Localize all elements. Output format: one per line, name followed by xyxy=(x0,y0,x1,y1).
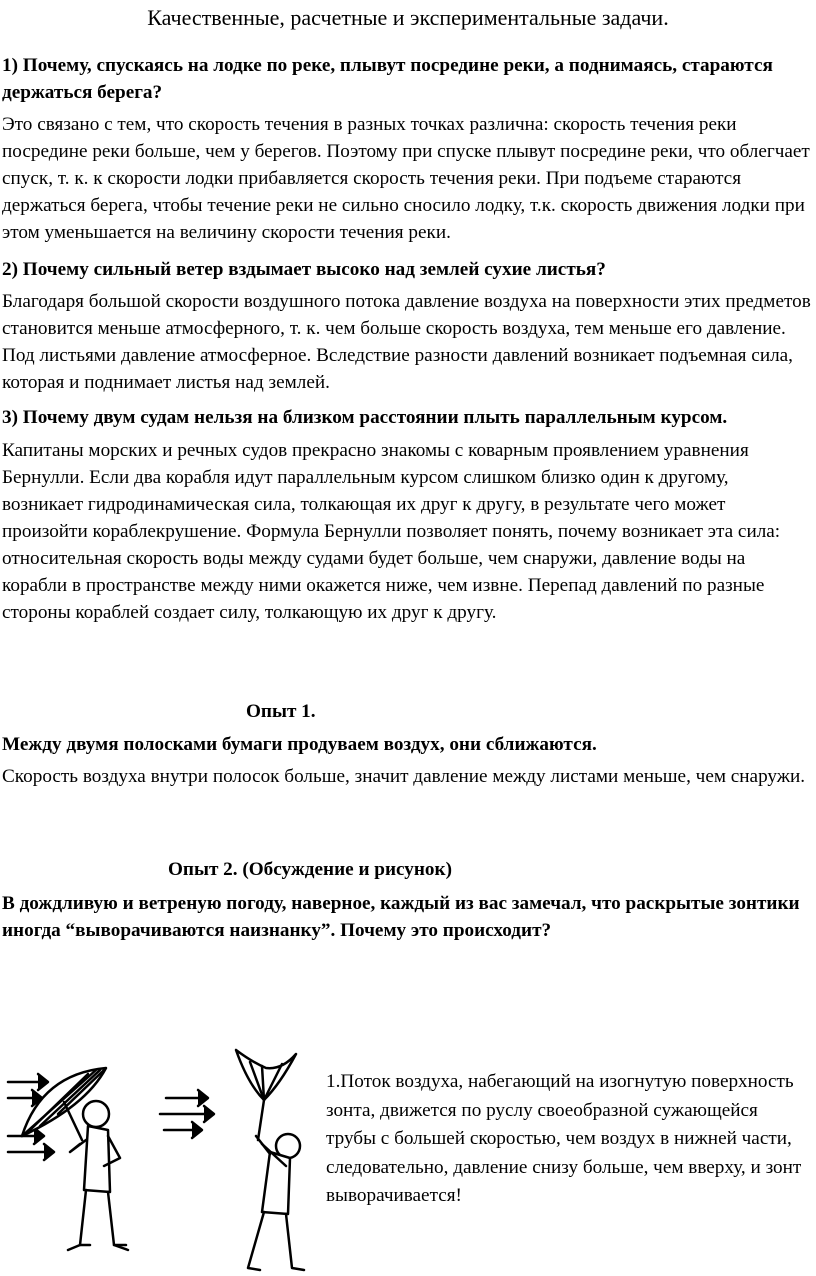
wind-arrows-right-icon xyxy=(160,1090,214,1138)
umbrella-illustration xyxy=(0,1040,320,1276)
experiment-1-task: Между двумя полосками бумаги продуваем воздух, они сближаются. xyxy=(2,734,597,755)
experiment-1-answer: Скорость воздуха внутри полосок больше, значит давление между листами меньше, чем снаружи. xyxy=(2,766,806,787)
question-3: 3) Почему двум судам нельзя на близком расстоянии плыть параллельным курсом. xyxy=(2,407,728,428)
umbrella-inverted-icon xyxy=(236,1050,296,1140)
experiment-1-heading: Опыт 1. xyxy=(246,701,316,722)
document-title: Качественные, расчетные и экспериментальные задачи. xyxy=(147,5,669,30)
person-right-icon xyxy=(248,1134,304,1270)
question-2: 2) Почему сильный ветер вздымает высоко над землей сухие листья? xyxy=(2,259,606,280)
answer-3: Капитаны морских и речных судов прекрасно знакомы с коварным проявлением уравнения Бернулли. Если два корабля идут параллельным курсом слишком близко один к другому, возникает гидродинамическая сила, толкающая их друг к другу, в результате чего может произойти кораблекрушение. Формула Бернулли позволяет понять, почему возникает эта сила: относительная скорость воды между судами будет больше, чем снаружи, давление воды на корабли в пространстве между ними окажется ниже, чем извне. Перепад давлений по разные стороны кораблей создает силу, толкающую их друг к другу. xyxy=(2,440,781,623)
person-left-icon xyxy=(68,1101,128,1250)
experiment-2-explanation: 1.Поток воздуха, набегающий на изогнутую поверхность зонта, движется по руслу своеобразной сужающейся трубы с большей скоростью, чем воздух в нижней части, следовательно, давление снизу больше, чем вверху, и зонт выворачивается! xyxy=(326,1071,802,1206)
question-1: 1) Почему, спускаясь на лодке по реке, плывут посредине реки, а поднимаясь, стараются держаться берега? xyxy=(2,55,773,103)
experiment-2-heading: Опыт 2. (Обсуждение и рисунок) xyxy=(168,859,452,880)
answer-1: Это связано с тем, что скорость течения в разных точках различна: скорость течения реки посредине реки больше, чем у берегов. Поэтому при спуске плывут посредине реки, что облегчает спуск, т. к. к скорости лодки прибавляется скорость течения реки. При подъеме стараются держаться берега, чтобы течение реки не сильно сносило лодку, т.к. скорость движения лодки при этом уменьшается на величину скорости течения реки. xyxy=(2,114,810,243)
experiment-2-task: В дождливую и ветреную погоду, наверное, каждый из вас замечал, что раскрытые зонтики иногда “выворачиваются наизнанку”. Почему это происходит? xyxy=(2,893,800,941)
answer-2: Благодаря большой скорости воздушного потока давление воздуха на поверхности этих предметов становится меньше атмосферного, т. к. чем больше скорость воздуха, тем меньше его давление. Под листьями давление атмосферное. Вследствие разности давлений возникает подъемная сила, которая и поднимает листья над землей. xyxy=(2,291,811,393)
